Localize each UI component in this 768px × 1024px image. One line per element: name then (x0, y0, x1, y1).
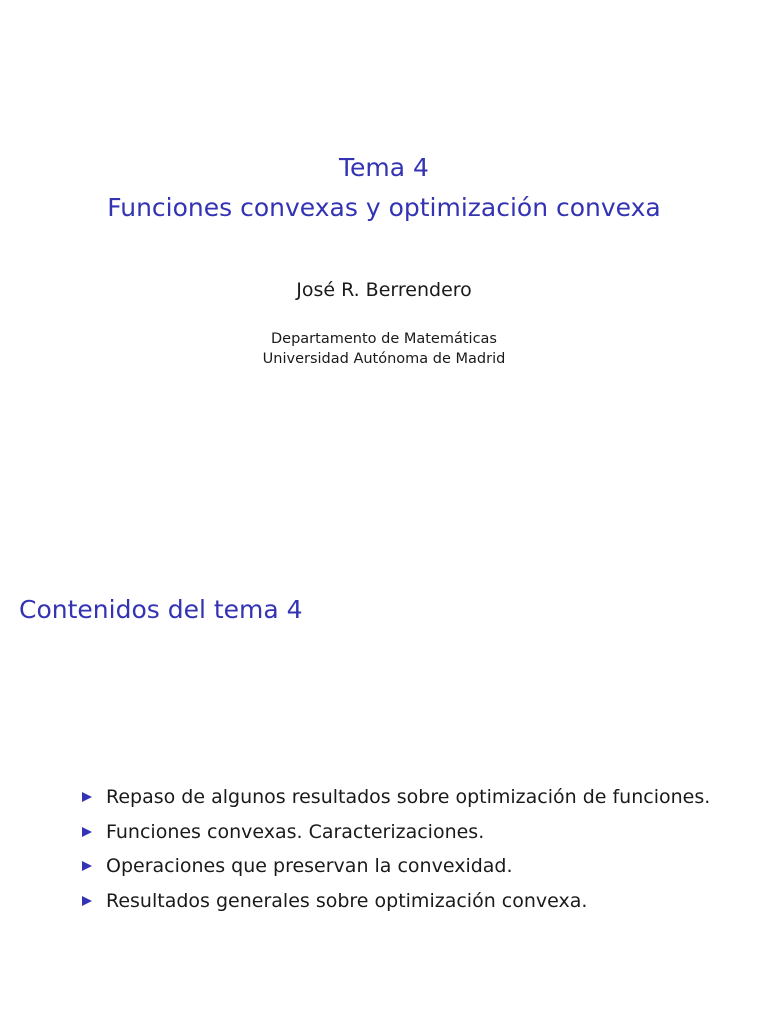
title-line-2: Funciones convexas y optimización convexa (107, 193, 661, 222)
department-name: Departamento de Matemáticas (271, 331, 497, 347)
list-item (0, 780, 710, 815)
contents-list (0, 780, 710, 918)
affiliation (0, 329, 768, 369)
title-line-1: Tema 4 (339, 153, 429, 182)
list-item-text: Repaso de algunos resultados sobre optimización de funciones. (106, 786, 711, 808)
list-item (0, 884, 710, 919)
contents-slide (0, 512, 768, 1024)
university-name: Universidad Autónoma de Madrid (262, 351, 506, 367)
triangle-right-icon (82, 827, 92, 837)
list-item (0, 815, 710, 850)
list-item-text: Operaciones que preservan la convexidad. (106, 855, 513, 877)
triangle-right-icon (82, 792, 92, 802)
list-item (0, 849, 710, 884)
triangle-right-icon (82, 861, 92, 871)
list-item-text: Funciones convexas. Caracterizaciones. (106, 820, 485, 843)
author-name: José R. Berrendero (296, 279, 472, 301)
triangle-right-icon (82, 896, 92, 906)
presentation-title (0, 148, 768, 228)
frame-title: Contenidos del tema 4 (19, 595, 303, 624)
list-item-text: Resultados generales sobre optimización convexa. (106, 889, 588, 912)
